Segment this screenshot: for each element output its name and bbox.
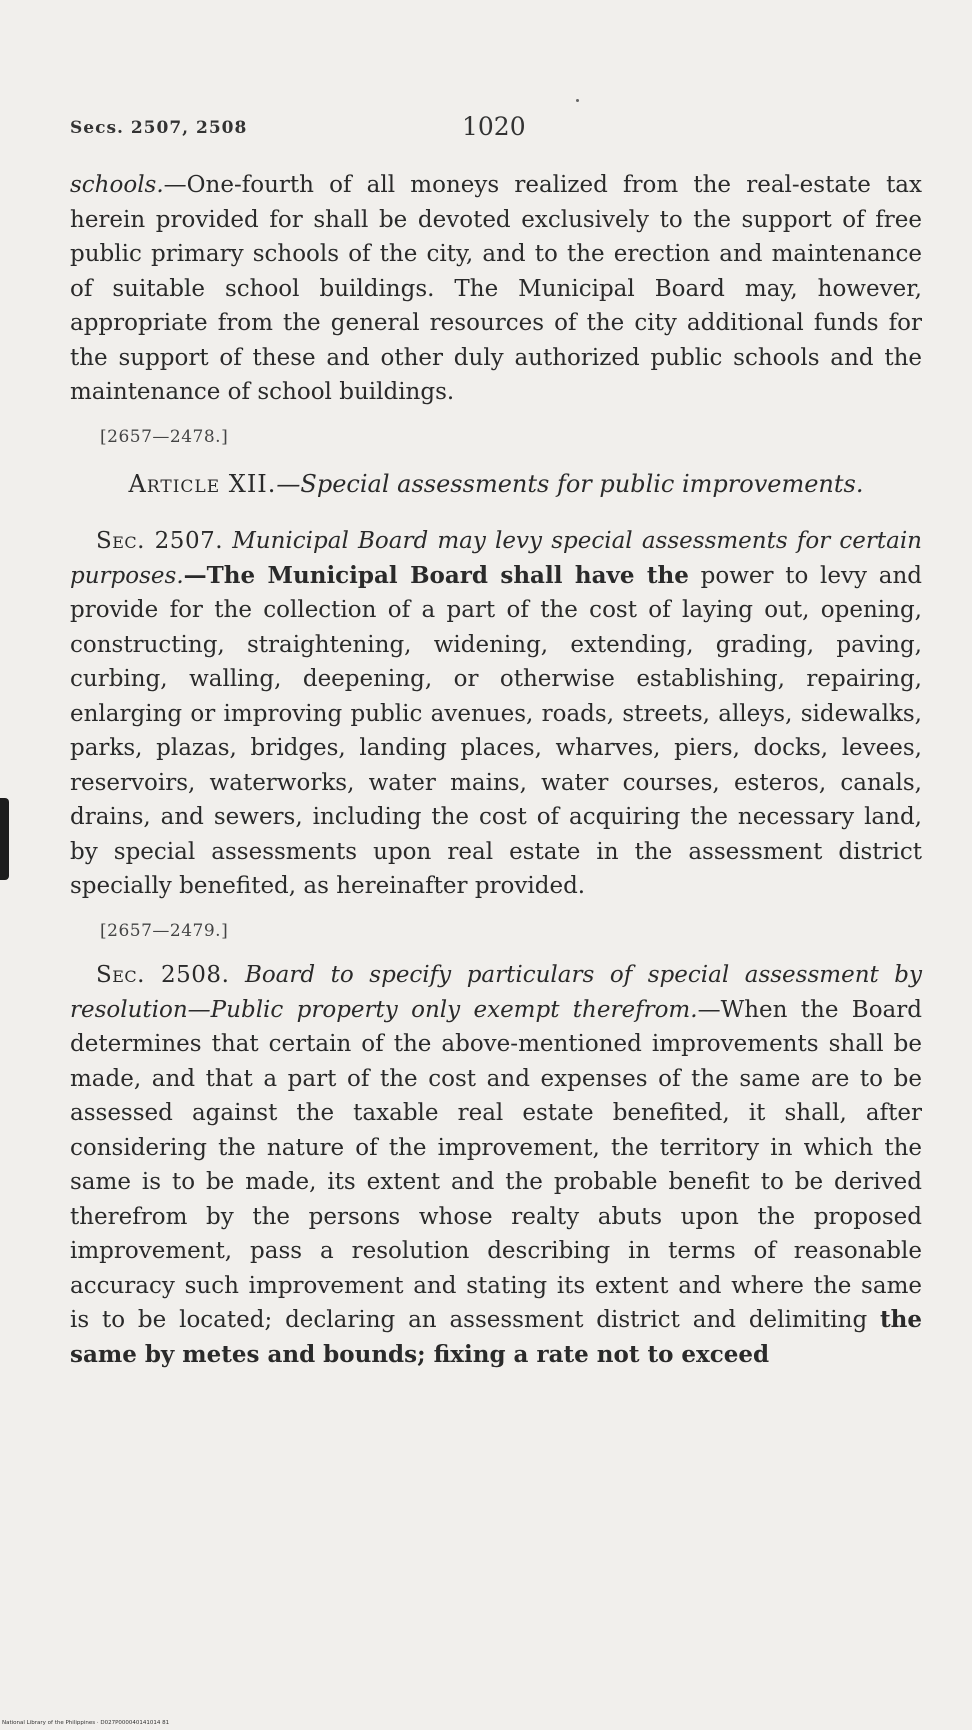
- article-title: —Special assessments for public improvements.: [276, 470, 864, 498]
- page-number: 1020: [462, 112, 526, 141]
- intro-paragraph: [70, 168, 922, 410]
- citation-ref-2: [2657—2479.]: [100, 920, 229, 941]
- section-2508-bold-text: the same by metes and bounds; fixing a rate not to exceed: [70, 1306, 922, 1368]
- scan-edge-mark: [0, 798, 9, 880]
- section-2508-text: —When the Board determines that certain of the above-mentioned improvements shall be made, and that a part of the cost and expenses of the same are to be assessed against the taxable real estate benefited, it shall, after considering the nature of the improvement, the territory in which the same is to be made, its extent and the probable benefit to be derived therefrom by the persons whose realty abuts upon the proposed improvement, pass a resolution describing in terms of reasonable accuracy such improvement and stating its extent and where the same is to be located; declaring an assessment district and delimiting: [70, 996, 922, 1333]
- page-body: [70, 168, 922, 1372]
- citation-ref-1: [2657—2478.]: [100, 426, 229, 447]
- section-2507-text: power to levy and provide for the collection of a part of the cost of laying out, opening, constructing, straightening, widening, extending, grading, paving, curbing, walling, deepening, or otherwise establishing, repairing, enlarging or improving public avenues, roads, streets, alleys, sidewalks, parks, plazas, bridges, landing places, wharves, piers, docks, levees, reservoirs, waterworks, water mains, water courses, esteros, canals, drains, and sewers, including the cost of acquiring the necessary land, by special assessments upon real estate in the assessment district specially benefited, as hereinafter provided.: [70, 562, 922, 899]
- section-2508: [70, 958, 922, 1372]
- section-2507-label: Sec. 2507.: [96, 528, 224, 554]
- section-2508-label: Sec. 2508.: [96, 962, 230, 988]
- intro-text: —One-fourth of all moneys realized from the real-estate tax herein provided for shall be devoted exclusively to the support of free public primary schools of the city, and to the erection and maintenance of suitable school buildings. The Municipal Board may, however, appropriate from the general resources of the city additional funds for the support of these and other duly authorized public schools and the maintenance of school buildings.: [70, 172, 922, 405]
- article-label: Article XII.: [128, 470, 277, 498]
- section-2508-title: Board to specify particulars of special assessment by resolution—Public property only exempt therefrom.: [70, 962, 923, 1023]
- scan-footer: National Library of the Philippines · D027P000040141014 81: [2, 1720, 170, 1726]
- print-fleck: [576, 99, 579, 102]
- section-2507-title: Municipal Board may levy special assessments for certain purposes.: [70, 528, 922, 589]
- article-heading: [70, 466, 922, 502]
- section-2507: [70, 524, 922, 904]
- section-2507-bold-text: —The Municipal Board shall have the: [183, 561, 689, 589]
- section-reference: Secs. 2507, 2508: [70, 118, 248, 138]
- page-header: [70, 112, 920, 148]
- intro-lead: schools.: [70, 172, 164, 198]
